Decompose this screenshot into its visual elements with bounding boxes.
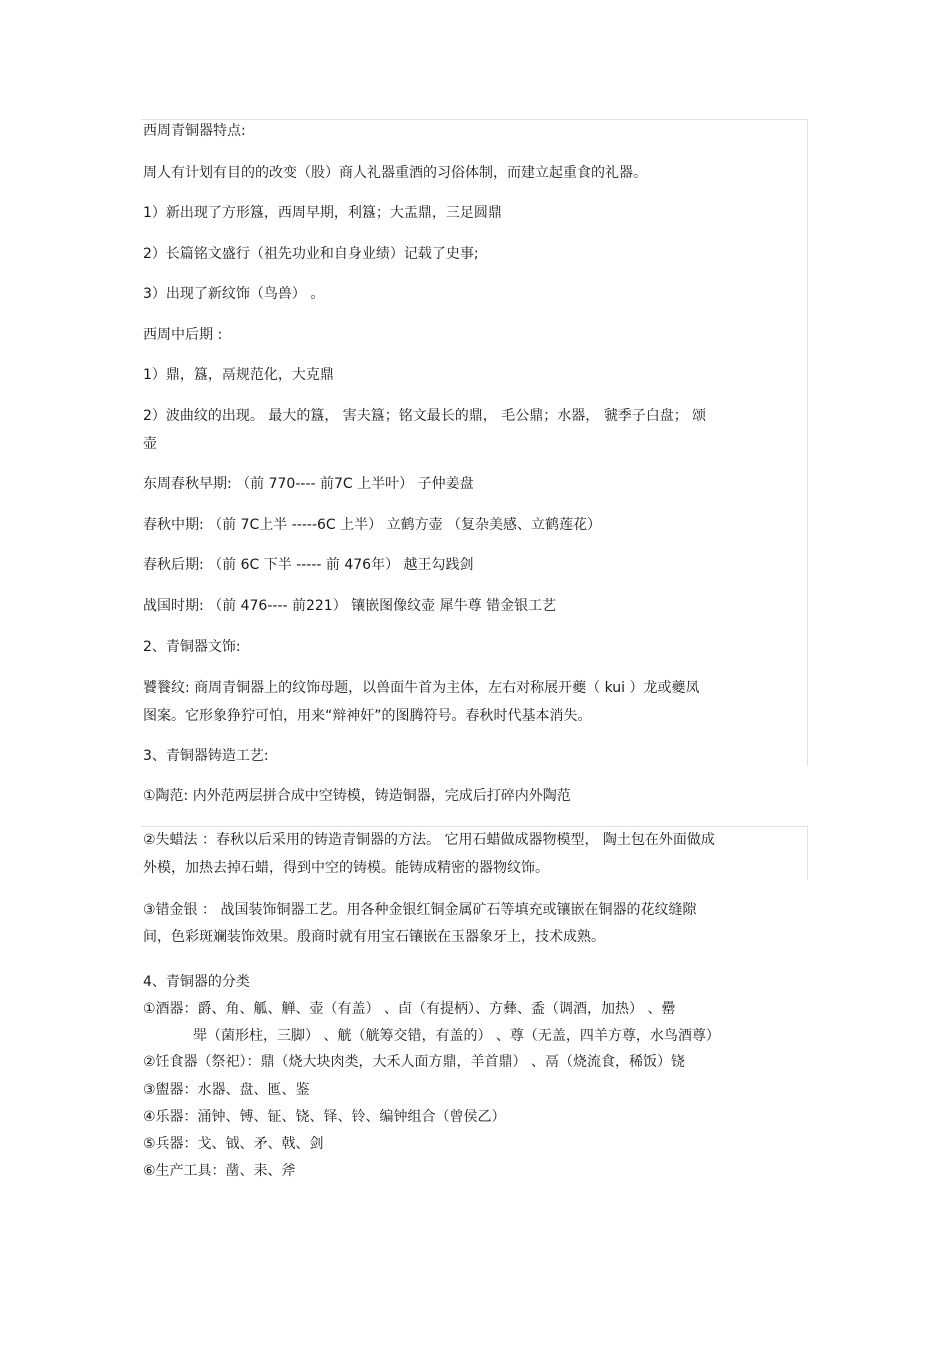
- mid-period-item-1: 1）鼎，簋，鬲规范化，大克鼎: [143, 367, 334, 383]
- section1-intro: 周人有计划有目的的改变（股）商人礼器重酒的习俗体制，而建立起重食的礼器。: [143, 165, 647, 181]
- section1-item-2: 2）长篇铭文盛行（祖先功业和自身业绩）记载了史事;: [143, 246, 479, 262]
- wine-vessels-line-1: ①酒器：爵、角、觚、觯、壶（有盖） 、卣（有提柄）、方彝、盉（调酒，加热） 、罍: [143, 1001, 676, 1017]
- section1-title: 西周青铜器特点:: [143, 123, 246, 139]
- mid-period-item-2-line-1: 2）波曲纹的出现。 最大的簋， 害夫簋；铭文最长的鼎， 毛公鼎；水器， 虢季子白盘； 颂: [143, 408, 707, 424]
- section4-title: 4、青铜器的分类: [143, 974, 250, 990]
- section3-title: 3、青铜器铸造工艺:: [143, 748, 269, 764]
- period-warring-states: 战国时期: （前 476---- 前221） 镶嵌图像纹壶 犀牛尊 错金银工艺: [143, 598, 557, 614]
- taofan-line: ①陶范: 内外范两层拼合成中空铸模，铸造铜器，完成后打碎内外陶范: [143, 788, 571, 804]
- wine-vessels-line-2: 斝（菌形柱，三脚） 、觥（觥筹交错，有盖的） 、尊（无盖，四羊方尊，水鸟酒尊）: [193, 1028, 720, 1044]
- tools-line: ⑥生产工具：凿、耒、斧: [143, 1163, 296, 1179]
- lost-wax-line-2: 外模，加热去掉石蜡，得到中空的铸模。能铸成精密的器物纹饰。: [143, 860, 549, 876]
- period-early-spring-autumn: 东周春秋早期: （前 770---- 前7C 上半叶） 子仲姜盘: [143, 476, 474, 492]
- food-vessels-line: ②饪食器（祭祀）：鼎（烧大块肉类，大禾人面方鼎，羊首鼎） 、鬲（烧流食，稀饭）铙: [143, 1054, 685, 1070]
- period-mid-spring-autumn: 春秋中期: （前 7C上半 -----6C 上半） 立鹤方壶 （复杂美感、立鹤莲花）: [143, 517, 602, 533]
- musical-instruments-line: ④乐器：涌钟、镈、钲、铙、铎、铃、编钟组合（曾侯乙）: [143, 1109, 506, 1125]
- cuojin-line-2: 间，色彩斑斓装饰效果。殷商时就有用宝石镶嵌在玉器象牙上，技术成熟。: [143, 929, 605, 945]
- weapons-line: ⑤兵器：戈、钺、矛、戟、剑: [143, 1136, 324, 1152]
- cuojin-line-1: ③错金银 ： 战国装饰铜器工艺。用各种金银红铜金属矿石等填充或镶嵌在铜器的花纹缝隙: [143, 902, 697, 918]
- mid-period-title: 西周中后期 :: [143, 327, 223, 343]
- washing-vessels-line: ③盥器：水器、盘、匜、鉴: [143, 1082, 310, 1098]
- section1-item-3: 3）出现了新纹饰（鸟兽） 。: [143, 286, 325, 302]
- taotie-line-1: 饕餮纹: 商周青铜器上的纹饰母题，以兽面牛首为主体，左右对称展开夔（ kui ）龙或夔凤: [143, 680, 700, 696]
- section1-item-1: 1）新出现了方形簋，西周早期，利簋；大盂鼎，三足圆鼎: [143, 205, 502, 221]
- taotie-line-2: 图案。它形象狰狞可怕，用来“辩神奸”的图腾符号。春秋时代基本消失。: [143, 708, 592, 724]
- period-late-spring-autumn: 春秋后期: （前 6C 下半 ----- 前 476年） 越王勾践剑: [143, 557, 474, 573]
- mid-period-item-2-line-2: 壶: [143, 436, 157, 452]
- section2-title: 2、青铜器文饰:: [143, 639, 241, 655]
- lost-wax-line-1: ②失蜡法 ：春秋以后采用的铸造青铜器的方法。 它用石蜡做成器物模型， 陶土包在外面做成: [143, 832, 715, 848]
